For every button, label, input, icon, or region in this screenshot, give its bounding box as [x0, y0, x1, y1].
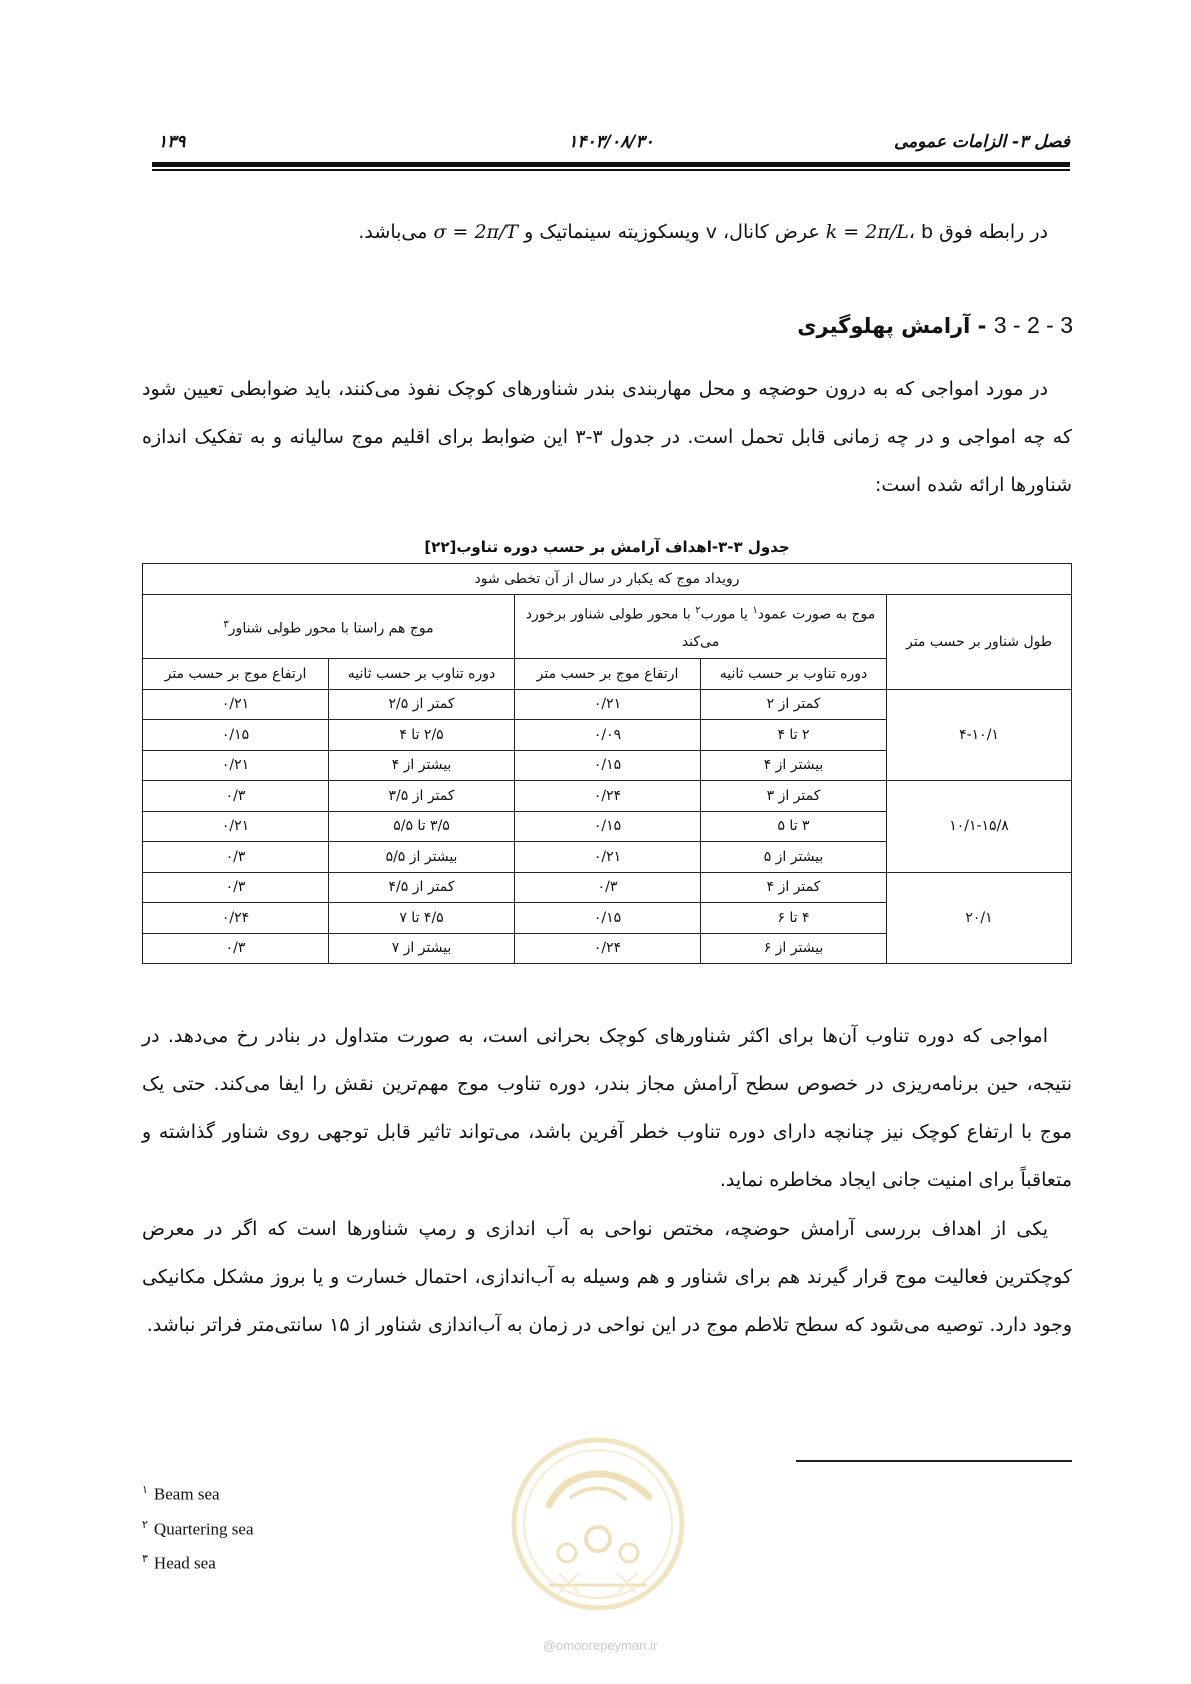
table-caption: جدول ۳-۳-اهداف آرامش بر حسب دوره تناوب[۲۲] [424, 538, 790, 556]
period-cell: کمتر از ۳/۵ [329, 781, 515, 812]
height-cell: ۰/۱۵ [515, 811, 701, 842]
height-cell: ۰/۳ [515, 872, 701, 903]
period-cell: بیشتر از ۵/۵ [329, 842, 515, 873]
height-cell: ۰/۱۵ [515, 750, 701, 781]
period-cell: ۳/۵ تا ۵/۵ [329, 811, 515, 842]
height-cell: ۰/۲۴ [515, 781, 701, 812]
header-beam-sea: موج به صورت عمود$^۱$ یا مورب$^۲$ با محور طولی شناور برخورد می‌کند [515, 594, 887, 659]
height-cell: ۰/۳ [143, 842, 329, 873]
table-row [143, 781, 1072, 812]
formula-k: k = 2π/L [825, 221, 909, 243]
period-cell: ۴/۵ تا ۷ [329, 903, 515, 934]
vessel-length-cell: ۴-۱۰/۱ [887, 689, 1072, 781]
paragraph: امواجی که دوره تناوب آن‌ها برای اکثر شناورهای کوچک بحرانی است، به صورت متداول در بنادر رخ می‌دهد. در نتیجه، حین برنامه‌ریزی در خصوص سطح آرامش مجاز بندر، دوره تناوب موج مهم‌ترین نقش را ایفا می‌کند. حتی یک موج با ارتفاع کوچک نیز چنانچه دارای دوره تناوب خطر آفرین باشد، می‌تواند تاثیر قابل توجهی روی شناور گذاشته و متعاقباً برای امنیت جانی ایجاد مخاطره نماید. [142, 1025, 1072, 1191]
section-number: 3 - 2 - 3 [993, 312, 1073, 338]
height-cell: ۰/۱۵ [515, 903, 701, 934]
height-cell: ۰/۳ [143, 872, 329, 903]
paragraph: یکی از اهداف بررسی آرامش حوضچه، مختص نواحی به آب اندازی و رمپ شناورها است که اگر در معرض کوچکترین فعالیت موج قرار گیرند هم برای شناور و هم وسیله به آب‌اندازی، احتمال خسارت و یا بروز مشکل مکانیکی وجود دارد. توصیه می‌شود که سطح تلاطم موج در این نواحی در زمان به آب‌اندازی شناور از ۱۵ سانتی‌متر فراتر نباشد. [142, 1218, 1072, 1336]
footnote: $^۳$ Head sea [142, 1553, 216, 1573]
formula-sigma: σ = 2π/T [433, 221, 519, 243]
chapter-title: فصل ۳- الزامات عمومی [893, 132, 1070, 152]
height-cell: ۰/۰۹ [515, 720, 701, 751]
period-cell: بیشتر از ۶ [701, 933, 887, 964]
height-cell: ۰/۲۴ [143, 903, 329, 934]
subheader-height: ارتفاع موج بر حسب متر [143, 659, 329, 690]
footnote: $^۲$ Quartering sea [142, 1518, 254, 1539]
period-cell: ۲/۵ تا ۴ [329, 720, 515, 751]
section-title: آرامش پهلوگیری [797, 314, 971, 338]
height-cell: ۰/۲۱ [143, 750, 329, 781]
table-top-header: رویداد موج که یکبار در سال از آن تخطی شود [143, 564, 1072, 595]
period-cell: ۳ تا ۵ [701, 811, 887, 842]
header-rule-thin [152, 169, 1070, 171]
period-cell: بیشتر از ۴ [329, 750, 515, 781]
period-cell: کمتر از ۳ [701, 781, 887, 812]
footnotes [142, 1475, 472, 1579]
height-cell: ۰/۲۱ [143, 811, 329, 842]
header-head-sea: موج هم راستا با محور طولی شناور$^۳$ [143, 594, 515, 659]
height-cell: ۰/۲۴ [515, 933, 701, 964]
table-row [143, 689, 1072, 720]
vessel-length-cell: ۲۰/۱ [887, 872, 1072, 964]
period-cell: بیشتر از ۵ [701, 842, 887, 873]
formula-explanation: در رابطه فوق k = 2π/L، b عرض کانال، v ویسکوزیته سینماتیک و σ = 2π/T می‌باشد. [358, 221, 1048, 243]
footnote-rule [796, 1460, 1072, 1462]
subheader-period: دوره تناوب بر حسب ثانیه [329, 659, 515, 690]
period-cell: کمتر از ۴/۵ [329, 872, 515, 903]
header-vessel-length: طول شناور بر حسب متر [887, 594, 1072, 689]
height-cell: ۰/۲۱ [515, 842, 701, 873]
period-cell: بیشتر از ۴ [701, 750, 887, 781]
header-rule-thick [152, 162, 1070, 167]
height-cell: ۰/۳ [143, 933, 329, 964]
page-number: ۱۳۹ [158, 132, 186, 152]
period-cell: کمتر از ۲/۵ [329, 689, 515, 720]
period-cell: کمتر از ۲ [701, 689, 887, 720]
height-cell: ۰/۲۱ [143, 689, 329, 720]
period-cell: ۴ تا ۶ [701, 903, 887, 934]
section-heading: 3 - 2 - 3 - آرامش پهلوگیری [797, 312, 1073, 338]
header-date: ۱۴۰۳/۰۸/۳۰ [568, 132, 654, 152]
paragraph: در مورد امواجی که به درون حوضچه و محل مهاربندی بندر شناورهای کوچک نفوذ می‌کنند، باید ضوابطی تعیین شود که چه امواجی و در چه زمانی قابل تحمل است. در جدول ۳-۳ این ضوابط برای اقلیم موج سالیانه و به تفکیک اندازه شناورها ارائه شده است: [142, 378, 1073, 496]
table-row [143, 872, 1072, 903]
height-cell: ۰/۱۵ [143, 720, 329, 751]
vessel-length-cell: ۱۰/۱-۱۵/۸ [887, 781, 1072, 873]
period-cell: بیشتر از ۷ [329, 933, 515, 964]
calmness-goals-table [142, 563, 1072, 964]
page-header [152, 130, 1070, 160]
period-cell: ۲ تا ۴ [701, 720, 887, 751]
subheader-period: دوره تناوب بر حسب ثانیه [701, 659, 887, 690]
footnote: $^۱$ Beam sea [142, 1484, 220, 1504]
watermark-url: @omoorepeyman.ir [542, 1638, 658, 1653]
subheader-height: ارتفاع موج بر حسب متر [515, 659, 701, 690]
height-cell: ۰/۲۱ [515, 689, 701, 720]
omoore-peyman-logo-icon [509, 1435, 687, 1613]
period-cell: کمتر از ۴ [701, 872, 887, 903]
height-cell: ۰/۳ [143, 781, 329, 812]
